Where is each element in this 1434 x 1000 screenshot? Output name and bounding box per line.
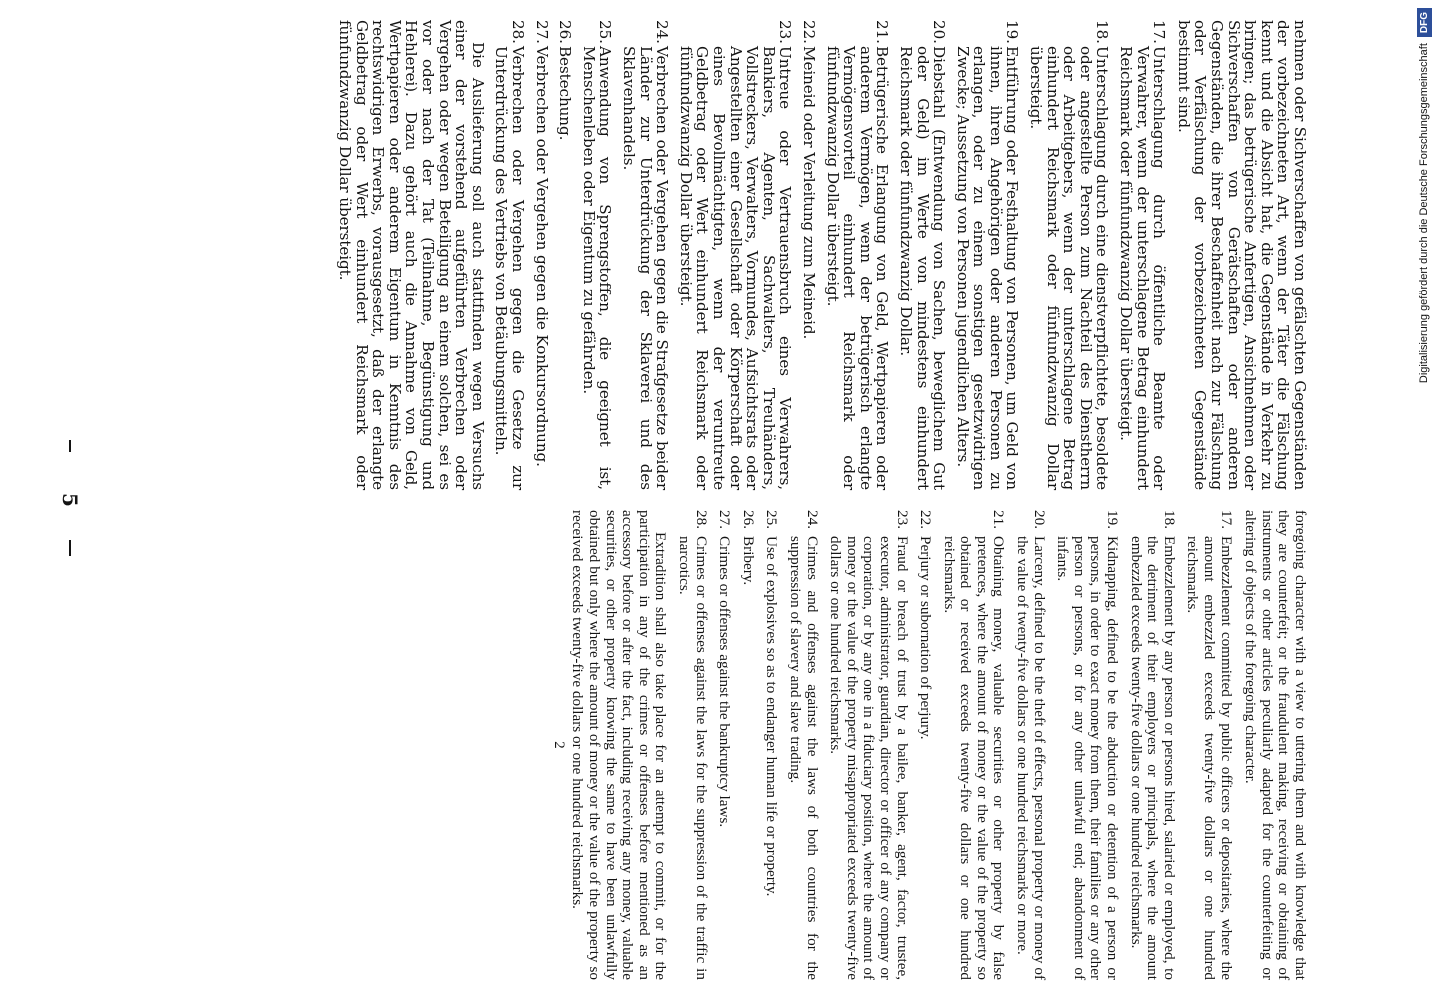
english-article-24 bbox=[786, 510, 819, 980]
german-item-text: Anwendung von Sprengstoffen, die geeignet ist, Menschenleben oder Eigentum zu gefährden. bbox=[579, 46, 615, 490]
german-article-21 bbox=[824, 20, 890, 490]
page-number-dash-right bbox=[69, 540, 71, 556]
german-item-text: Meineid oder Verleitung zum Meineid. bbox=[799, 46, 818, 340]
english-column bbox=[98, 510, 1308, 980]
english-article-19 bbox=[1054, 510, 1120, 980]
german-article-19 bbox=[954, 20, 1020, 490]
german-item-number: 25. bbox=[596, 20, 615, 44]
sheet-number: 2 bbox=[550, 741, 567, 749]
english-item-number: 26. bbox=[739, 510, 757, 529]
german-item-text: Verbrechen oder Vergehen gegen die Konkursordnung. bbox=[532, 46, 551, 467]
english-item-text: Crimes or offenses against the laws for the suppression of the traffic in narcotics. bbox=[676, 536, 710, 980]
dfg-logo-badge: DFG bbox=[1417, 8, 1432, 37]
german-article-18 bbox=[1028, 20, 1111, 490]
german-item-number: 24. bbox=[653, 20, 672, 44]
english-article-20 bbox=[1014, 510, 1047, 980]
german-item-text: Untreue oder Vertrauensbruch eines Verwahrers, Bankiers, Agenten, Sachwalters, Treuhänders, Vollstreckers, Verwalters, Vormundes, Aufsichtsrats oder Angestellten einer Gesellschaft oder Körperschaft oder eines Bevollmächtigten, wenn der veruntreute Geldbetrag oder Wert einhundert Reichsmark oder fünfundzwanzig Dollar übersteigt. bbox=[676, 46, 795, 490]
english-item-text: Kidnapping, defined to be the abduction or detention of a person or persons, in order to exact money from them, their families or any other person or persons, or for any other unlawful end; abandonment of infants. bbox=[1054, 536, 1122, 980]
german-item-number: 18. bbox=[1093, 20, 1112, 44]
english-item-text: Use of explosives so as to endanger human life or property. bbox=[763, 536, 781, 897]
german-item-text: Betrügerische Erlangung von Geld, Wertpapieren oder anderem Vermögen, wenn der betrügerisch erlangte Vermögensvorteil einhundert Reichsmark oder fünfundzwanzig Dollar übersteigt. bbox=[823, 46, 892, 490]
german-article-22 bbox=[800, 20, 817, 490]
english-item-text: Fraud or breach of trust by a bailee, banker, agent, factor, trustee, executor, administrator, guardian, director or officer of any company or corporation, or by any one in a fiduciary position, where the amount of money or the value of the property misappropriated exceeds twenty-five dollars or one hundred reichsmarks. bbox=[827, 536, 911, 980]
digitisation-credit-line bbox=[1416, 8, 1432, 992]
german-article-25 bbox=[580, 20, 613, 490]
english-continuation-paragraph: foregoing character with a view to uttering them and with knowledge that they are counterfeit; or the fraudulent making, receiving or obtaining of instruments or other articles peculiarly adapted for the counterfeiting or altering of objects of the foregoing character. bbox=[1242, 510, 1309, 980]
english-closing-paragraph: Extradition shall also take place for an attempt to commit, or for the participation in any of the crimes or offenses before mentioned as an accessory before or after the fact, including receiving any money, valuable securities, or other property knowing the same to have been unlawfully obtained but only where the amount of money or the value of the property so received exceeds twenty-five dollars or one hundred reichsmarks. bbox=[569, 510, 670, 980]
english-item-text: Crimes and offenses against the laws of both countries for the suppression of slavery and slave trading. bbox=[786, 536, 821, 980]
german-article-24 bbox=[620, 20, 670, 490]
german-item-number: 28. bbox=[509, 20, 528, 44]
english-article-22 bbox=[917, 510, 934, 980]
german-item-number: 27. bbox=[532, 20, 551, 44]
german-article-23 bbox=[677, 20, 793, 490]
german-item-number: 22. bbox=[799, 20, 818, 44]
english-item-number: 18. bbox=[1160, 510, 1178, 529]
german-column bbox=[98, 20, 1308, 490]
german-item-number: 21. bbox=[873, 20, 892, 44]
english-article-21 bbox=[940, 510, 1006, 980]
english-item-number: 25. bbox=[763, 510, 781, 529]
english-item-number: 21. bbox=[990, 510, 1008, 529]
english-item-number: 22. bbox=[917, 510, 935, 529]
page-number-dash-left bbox=[69, 440, 71, 452]
german-item-text: Unterschlagung durch eine dienstverpflichtete, besoldete oder angestellte Person zum Nachteil des Dienstherrn oder Arbeitgebers, wenn der unterschlagene Betrag einhundert Reichsmark oder fünfundzwanzig Dollar übersteigt. bbox=[1027, 46, 1112, 490]
german-item-text: Verbrechen oder Vergehen gegen die Strafgesetze beider Länder zur Unterdrückung der Sklaverei und des Sklavenhandels. bbox=[620, 46, 672, 490]
english-article-25 bbox=[763, 510, 780, 980]
english-article-18 bbox=[1127, 510, 1177, 980]
german-item-number: 23. bbox=[776, 20, 795, 44]
german-item-text: Diebstahl (Entwendung von Sachen, beweglichem Gut oder Geld) im Werte von mindestens einhundert Reichsmark oder fünfundzwanzig Dollar. bbox=[896, 46, 949, 490]
german-closing-paragraph: Die Auslieferung soll auch stattfinden wegen Versuchs einer der vorstehend aufgeführten Verbrechen oder Vergehen oder wegen Beteiligung an einem solchen, sei es vor oder nach der Tat (Teilnahme, Begünstigung und Hehlerei). Dazu gehört auch die Annahme von Geld, Wertpapieren oder anderem Eigentum in Kenntnis des rechtswidrigen Erwerbs, vorausgesetzt, daß der erlangte Geldbetrag oder Wert einhundert Reichsmark oder fünfundzwanzig Dollar übersteigt. bbox=[336, 20, 487, 490]
english-item-text: Bribery. bbox=[739, 536, 757, 586]
german-continuation-paragraph: nehmen oder Sichverschaffen von gefälschten Gegenständen der vorbezeichneten Art, wenn der Täter die Fälschung kennt und die Absicht hat, die Gegenstände in Verkehr zu bringen; das betrügerische Anfertigen, Ansichnehmen oder Sichverschaffen von Gerätschaften oder anderen Gegenständen, die ihrer Beschaffenheit nach zur Fälschung oder Verfälschung der vorbezeichneten Gegenstände bestimmt sind. bbox=[1174, 20, 1309, 490]
english-item-number: 23. bbox=[893, 510, 911, 529]
german-item-number: 26. bbox=[556, 20, 575, 44]
german-item-text: Bestechung. bbox=[556, 46, 575, 141]
english-item-text: Perjury or subornation of perjury. bbox=[917, 536, 935, 740]
english-item-number: 27. bbox=[716, 510, 734, 529]
german-item-number: 19. bbox=[1003, 20, 1022, 44]
english-item-number: 20. bbox=[1030, 510, 1048, 529]
digitisation-credit bbox=[1416, 8, 1432, 992]
german-article-17 bbox=[1117, 20, 1167, 490]
english-article-23 bbox=[827, 510, 910, 980]
english-item-text: Embezzlement by any person or persons hired, salaried or employed, to the detriment of their employers or principals, where the amount embezzled exceeds twenty-five dollars or one hundred reichsmarks. bbox=[1127, 536, 1178, 980]
english-item-number: 28. bbox=[692, 510, 710, 529]
english-item-number: 17. bbox=[1217, 510, 1235, 529]
english-item-text: Embezzlement committed by public officers or depositaries, where the amount embezzled exceeds twenty-five dollars or one hundred reichsmarks. bbox=[1184, 536, 1235, 980]
english-item-text: Larceny, defined to be the theft of effects, personal property or money of the value of twenty-five dollars or one hundred reichsmarks or more. bbox=[1014, 536, 1048, 980]
english-article-26 bbox=[739, 510, 756, 980]
english-item-number: 24. bbox=[803, 510, 821, 529]
german-item-text: Entführung oder Festhaltung von Personen, um Geld von ihnen, ihren Angehörigen oder anderen Personen zu erlangen, oder zu einem sonstigen gesetzwidrigen Zwecke; Aussetzung von Personen jugendlichen Alters. bbox=[953, 46, 1022, 490]
english-item-text: Crimes or offenses against the bankruptcy laws. bbox=[716, 536, 734, 828]
german-article-28 bbox=[493, 20, 526, 490]
german-item-number: 20. bbox=[930, 20, 949, 44]
english-article-17 bbox=[1184, 510, 1234, 980]
credit-text: Digitalisierung gefördert durch die Deutsche Forschungsgemeinschaft bbox=[1418, 43, 1430, 384]
german-item-text: Unterschlagung durch öffentliche Beamte oder Verwahrer, wenn der unterschlagene Betrag einhundert Reichsmark oder fünfundzwanzig Dollar übersteigt. bbox=[1117, 46, 1169, 490]
german-item-number: 17. bbox=[1150, 20, 1169, 44]
german-article-27 bbox=[533, 20, 550, 490]
german-article-20 bbox=[897, 20, 947, 490]
english-item-number: 19. bbox=[1104, 510, 1122, 529]
english-article-28 bbox=[675, 510, 708, 980]
german-article-26 bbox=[557, 20, 574, 490]
page-number: 5 bbox=[58, 493, 82, 507]
german-item-text: Verbrechen oder Vergehen gegen die Gesetze zur Unterdrückung des Vertriebs von Betäubungsmitteln. bbox=[492, 46, 528, 490]
english-article-27 bbox=[716, 510, 733, 980]
page-header bbox=[54, 0, 84, 1000]
english-item-text: Obtaining money, valuable securities or other property by false pretences, where the amount of money or the value of the property so obtained or received exceeds twenty-five dollars or one hundred reichsmarks. bbox=[940, 536, 1008, 980]
